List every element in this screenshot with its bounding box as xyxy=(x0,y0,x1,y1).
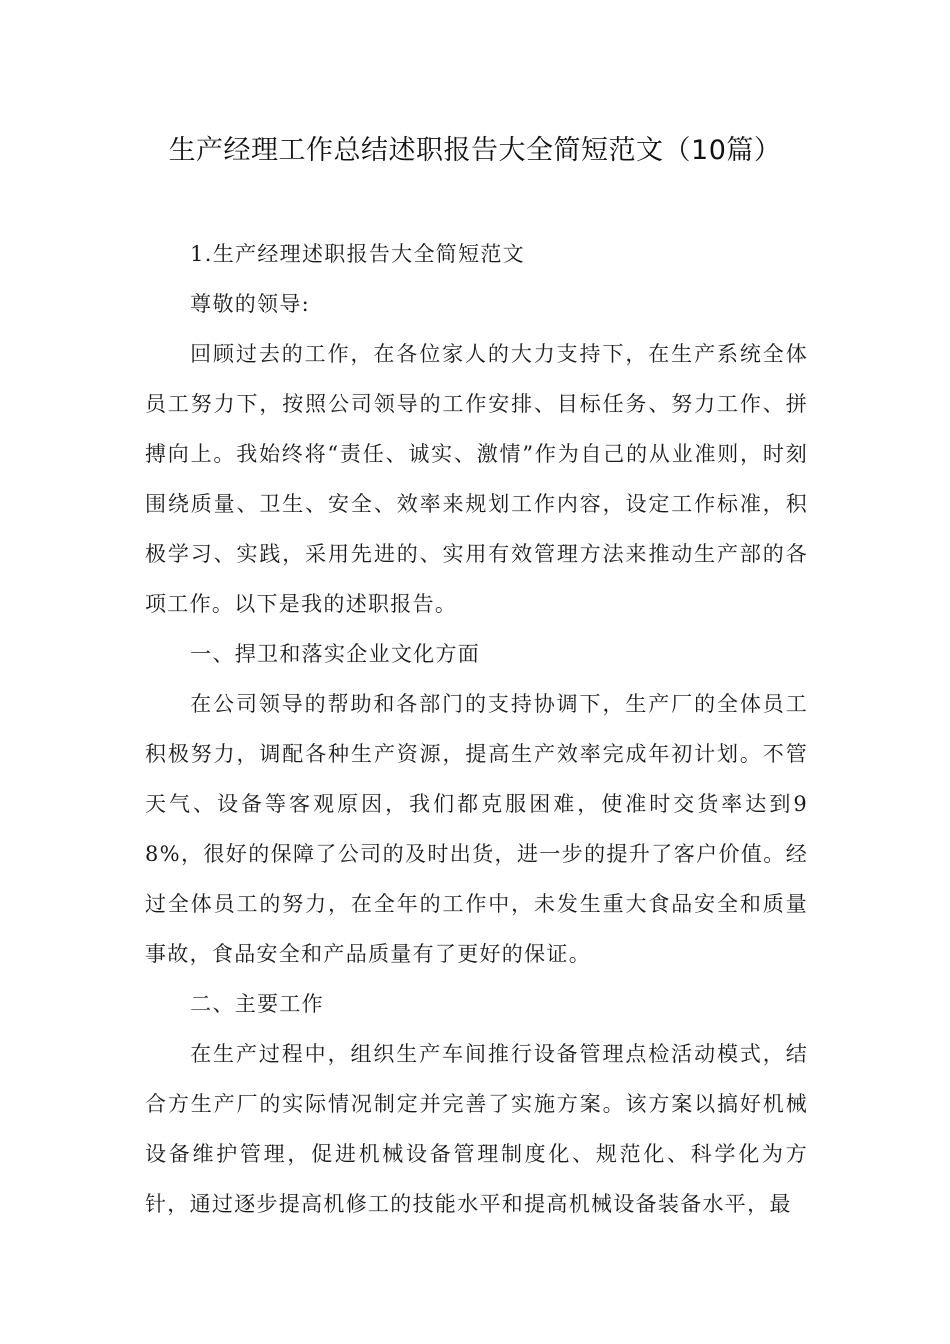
document-title: 生产经理工作总结述职报告大全简短范文（10篇） xyxy=(168,135,782,166)
paragraph-corporate-culture: 在公司领导的帮助和各部门的支持协调下，生产厂的全体员工积极努力，调配各种生产资源，提高生产效率完成年初计划。不管天气、设备等客观原因，我们都克服困难，使准时交货率达到98%，很好的保障了公司的及时出货，进一步的提升了客户价值。经过全体员工的努力，在全年的工作中，未发生重大食品安全和质量事故，食品安全和产品质量有了更好的保证。 xyxy=(145,692,808,966)
salutation: 尊敬的领导: xyxy=(190,292,311,316)
document-body xyxy=(145,229,808,1229)
section-title: 1.生产经理述职报告大全简短范文 xyxy=(190,242,525,266)
paragraph-main-work: 在生产过程中，组织生产车间推行设备管理点检活动模式，结合方生产厂的实际情况制定并完善了实施方案。该方案以搞好机械设备维护管理，促进机械设备管理制度化、规范化、科学化为方针，通过逐步提高机修工的技能水平和提高机械设备装备水平，最 xyxy=(145,1042,808,1216)
heading-main-work: 二、主要工作 xyxy=(190,992,324,1016)
heading-corporate-culture: 一、捍卫和落实企业文化方面 xyxy=(190,642,481,666)
paragraph-intro: 回顾过去的工作，在各位家人的大力支持下，在生产系统全体员工努力下，按照公司领导的工作安排、目标任务、努力工作、拼搏向上。我始终将“责任、诚实、激情”作为自己的从业准则，时刻围绕质量、卫生、安全、效率来规划工作内容，设定工作标准，积极学习、实践，采用先进的、实用有效管理方法来推动生产部的各项工作。以下是我的述职报告。 xyxy=(145,342,808,616)
